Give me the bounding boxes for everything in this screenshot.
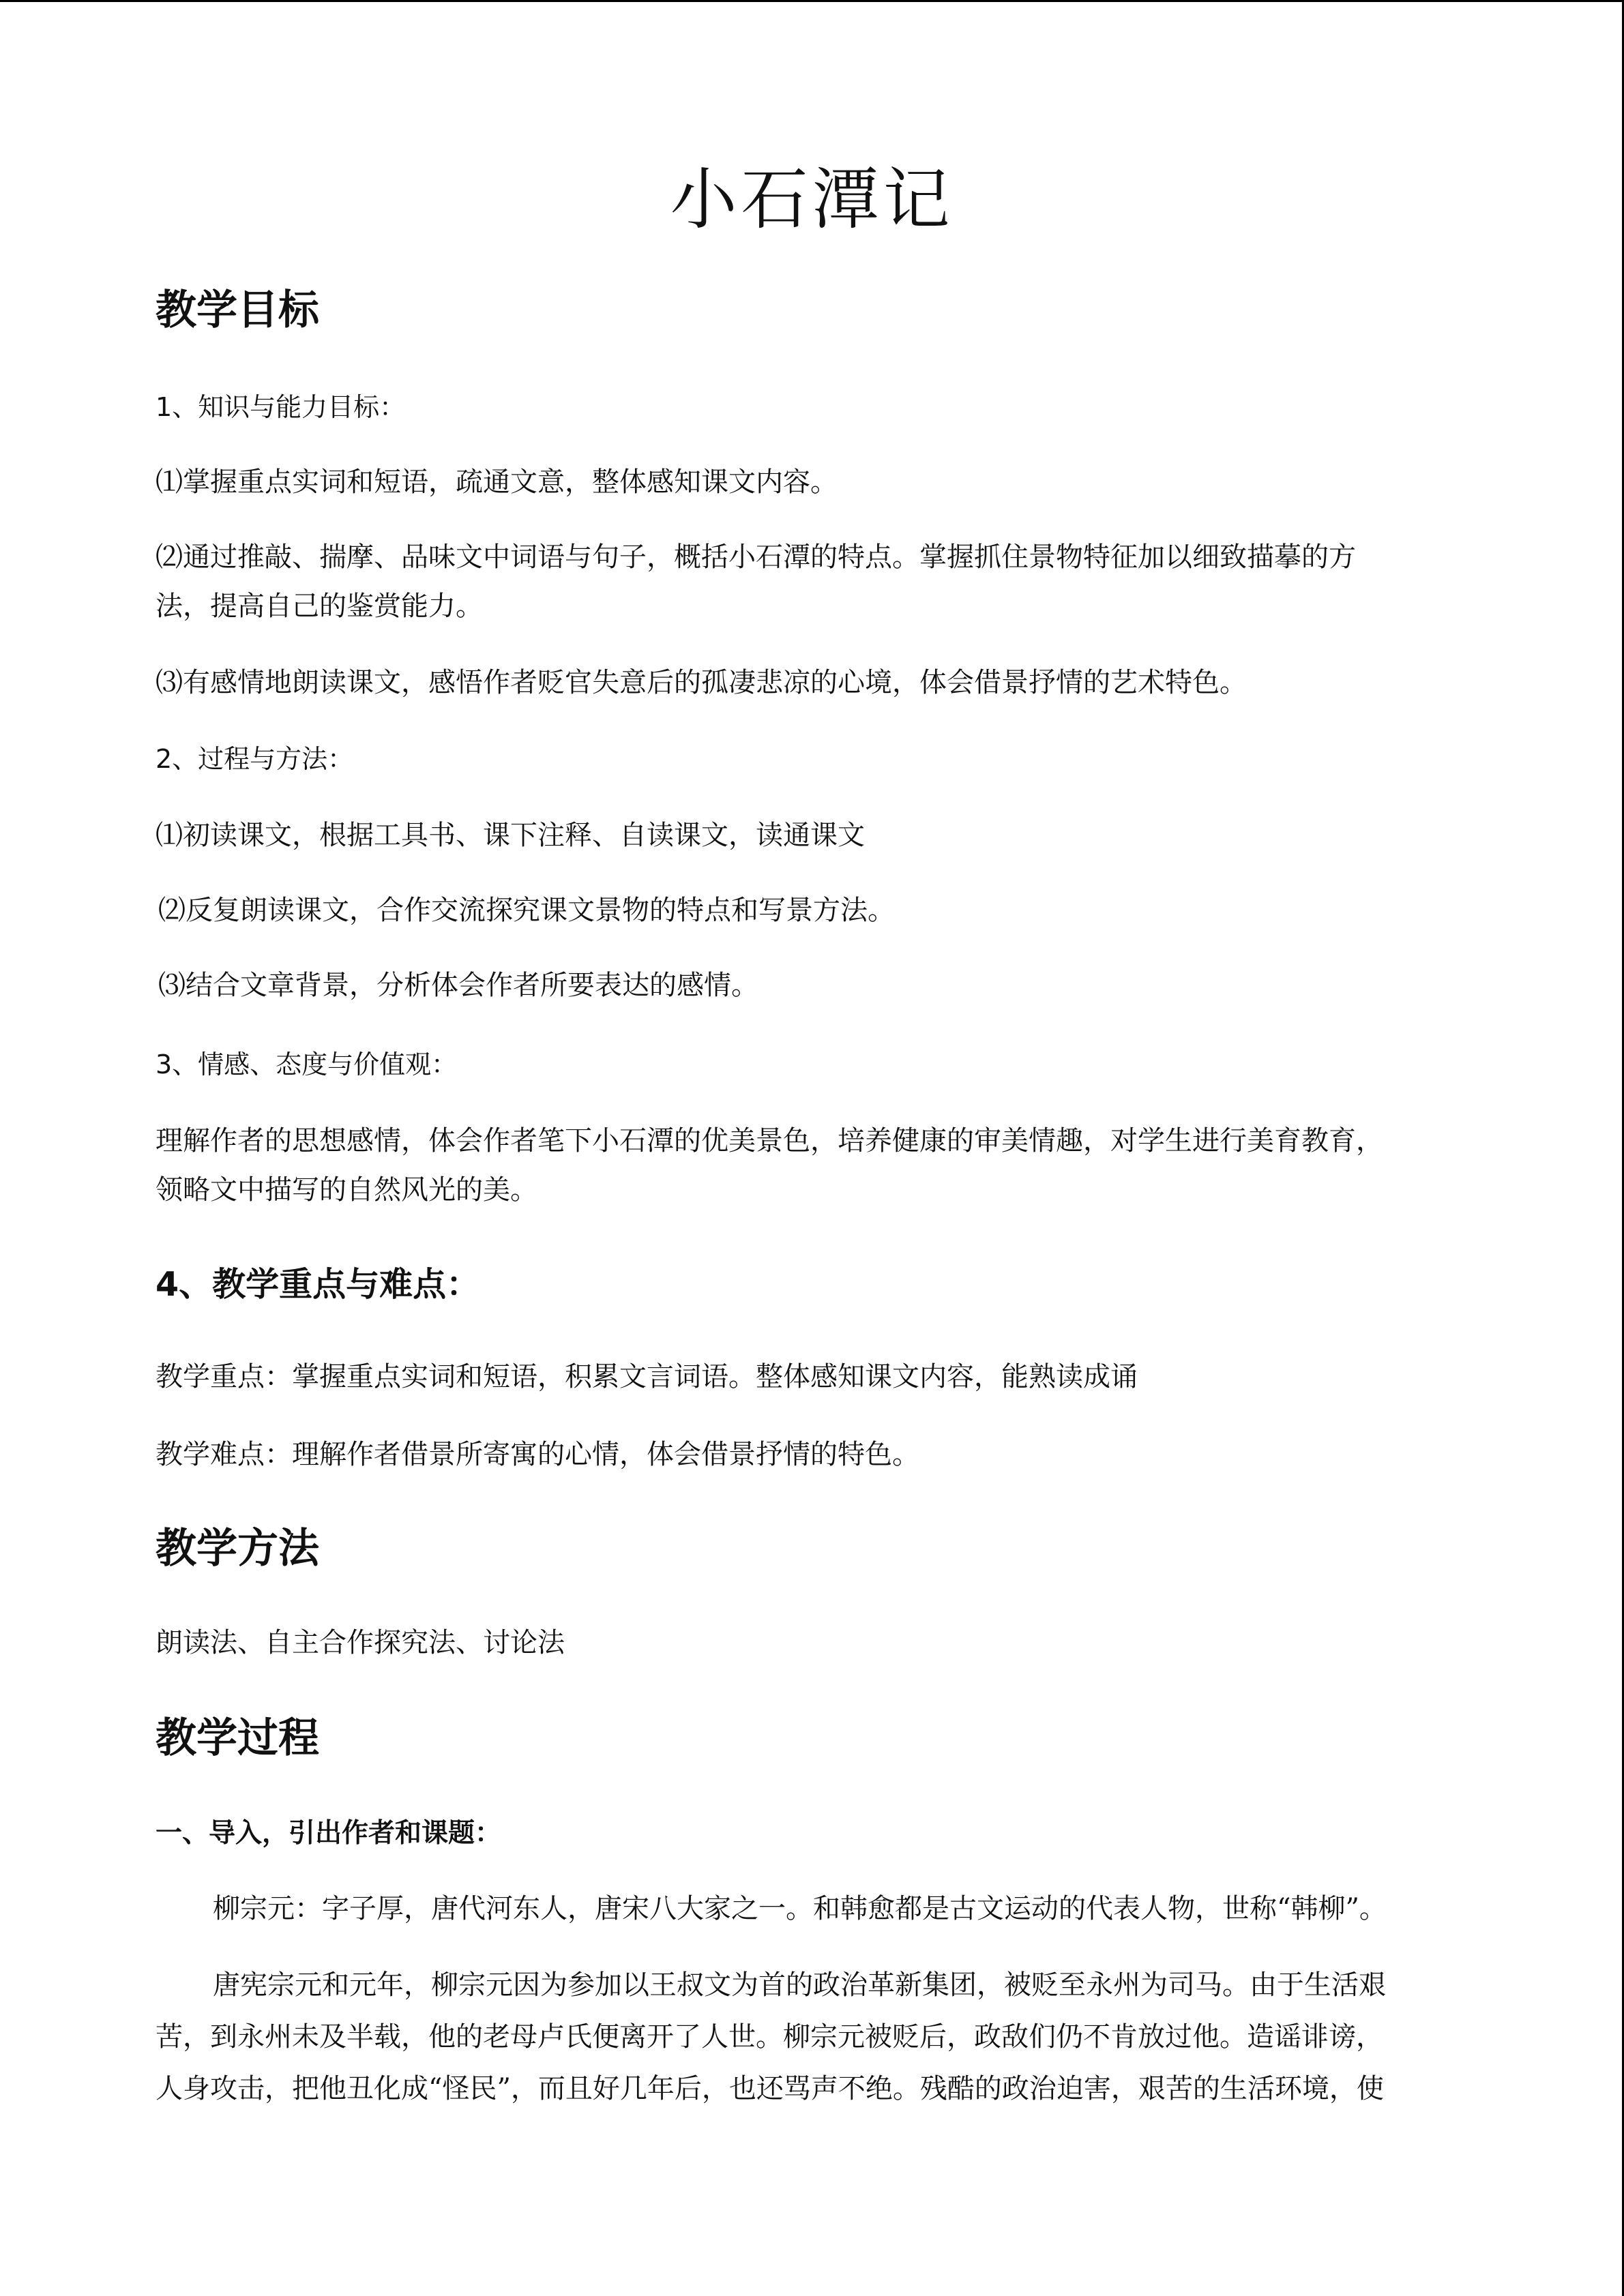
document-title: 小石潭记 — [670, 161, 954, 239]
background-paragraph-line-1: 唐宪宗元和元年，柳宗元因为参加以王叔文为首的政治革新集团，被贬至永州为司马。由于生活艰 — [213, 1969, 1386, 2001]
methods-text: 朗读法、自主合作探究法、讨论法 — [156, 1627, 565, 1658]
objective-1-item-2-line-1: ⑵通过推敲、揣摩、品味文中词语与句子，概括小石潭的特点。掌握抓住景物特征加以细致描摹的方 — [156, 541, 1356, 573]
objective-2-heading: 2、过程与方法： — [156, 744, 354, 774]
objective-3-text-line-1: 理解作者的思想感情，体会作者笔下小石潭的优美景色，培养健康的审美情趣，对学生进行美育教育， — [156, 1125, 1383, 1157]
key-point-text: 教学重点：掌握重点实词和短语，积累文言词语。整体感知课文内容，能熟读成诵 — [156, 1361, 1138, 1392]
objective-3-text-line-2: 领略文中描写的自然风光的美。 — [156, 1174, 537, 1206]
author-intro-paragraph: 柳宗元：字子厚，唐代河东人，唐宋八大家之一。和韩愈都是古文运动的代表人物，世称“韩柳”。 — [213, 1893, 1387, 1924]
process-step-1-heading: 一、导入，引出作者和课题： — [156, 1818, 502, 1849]
objective-1-item-3: ⑶有感情地朗读课文，感悟作者贬官失意后的孤凄悲凉的心境，体会借景抒情的艺术特色。 — [156, 667, 1247, 698]
objective-2-item-1: ⑴初读课文，根据工具书、课下注释、自读课文，读通课文 — [156, 820, 865, 851]
section-heading-key-points: 4、教学重点与难点： — [156, 1265, 480, 1304]
background-paragraph-line-3: 人身攻击，把他丑化成“怪民”，而且好几年后，也还骂声不绝。残酷的政治迫害，艰苦的生活环境，使 — [156, 2073, 1384, 2104]
objective-2-item-3: ⑶结合文章背景，分析体会作者所要表达的感情。 — [158, 970, 758, 1001]
objective-2-item-2: ⑵反复朗读课文，合作交流探究课文景物的特点和写景方法。 — [158, 895, 895, 926]
section-heading-objectives: 教学目标 — [156, 286, 319, 334]
objective-1-item-2-line-2: 法，提高自己的鉴赏能力。 — [156, 591, 483, 622]
section-heading-process: 教学过程 — [156, 1714, 319, 1762]
background-paragraph-line-2: 苦，到永州未及半载，他的老母卢氏便离开了人世。柳宗元被贬后，政敌们仍不肯放过他。造谣诽谤， — [156, 2021, 1383, 2053]
difficult-point-text: 教学难点：理解作者借景所寄寓的心情，体会借景抒情的特色。 — [156, 1439, 919, 1470]
objective-3-heading: 3、情感、态度与价值观： — [156, 1049, 458, 1079]
objective-1-item-1: ⑴掌握重点实词和短语，疏通文意，整体感知课文内容。 — [156, 466, 838, 498]
objective-1-heading: 1、知识与能力目标： — [156, 392, 406, 422]
section-heading-methods: 教学方法 — [156, 1525, 319, 1572]
